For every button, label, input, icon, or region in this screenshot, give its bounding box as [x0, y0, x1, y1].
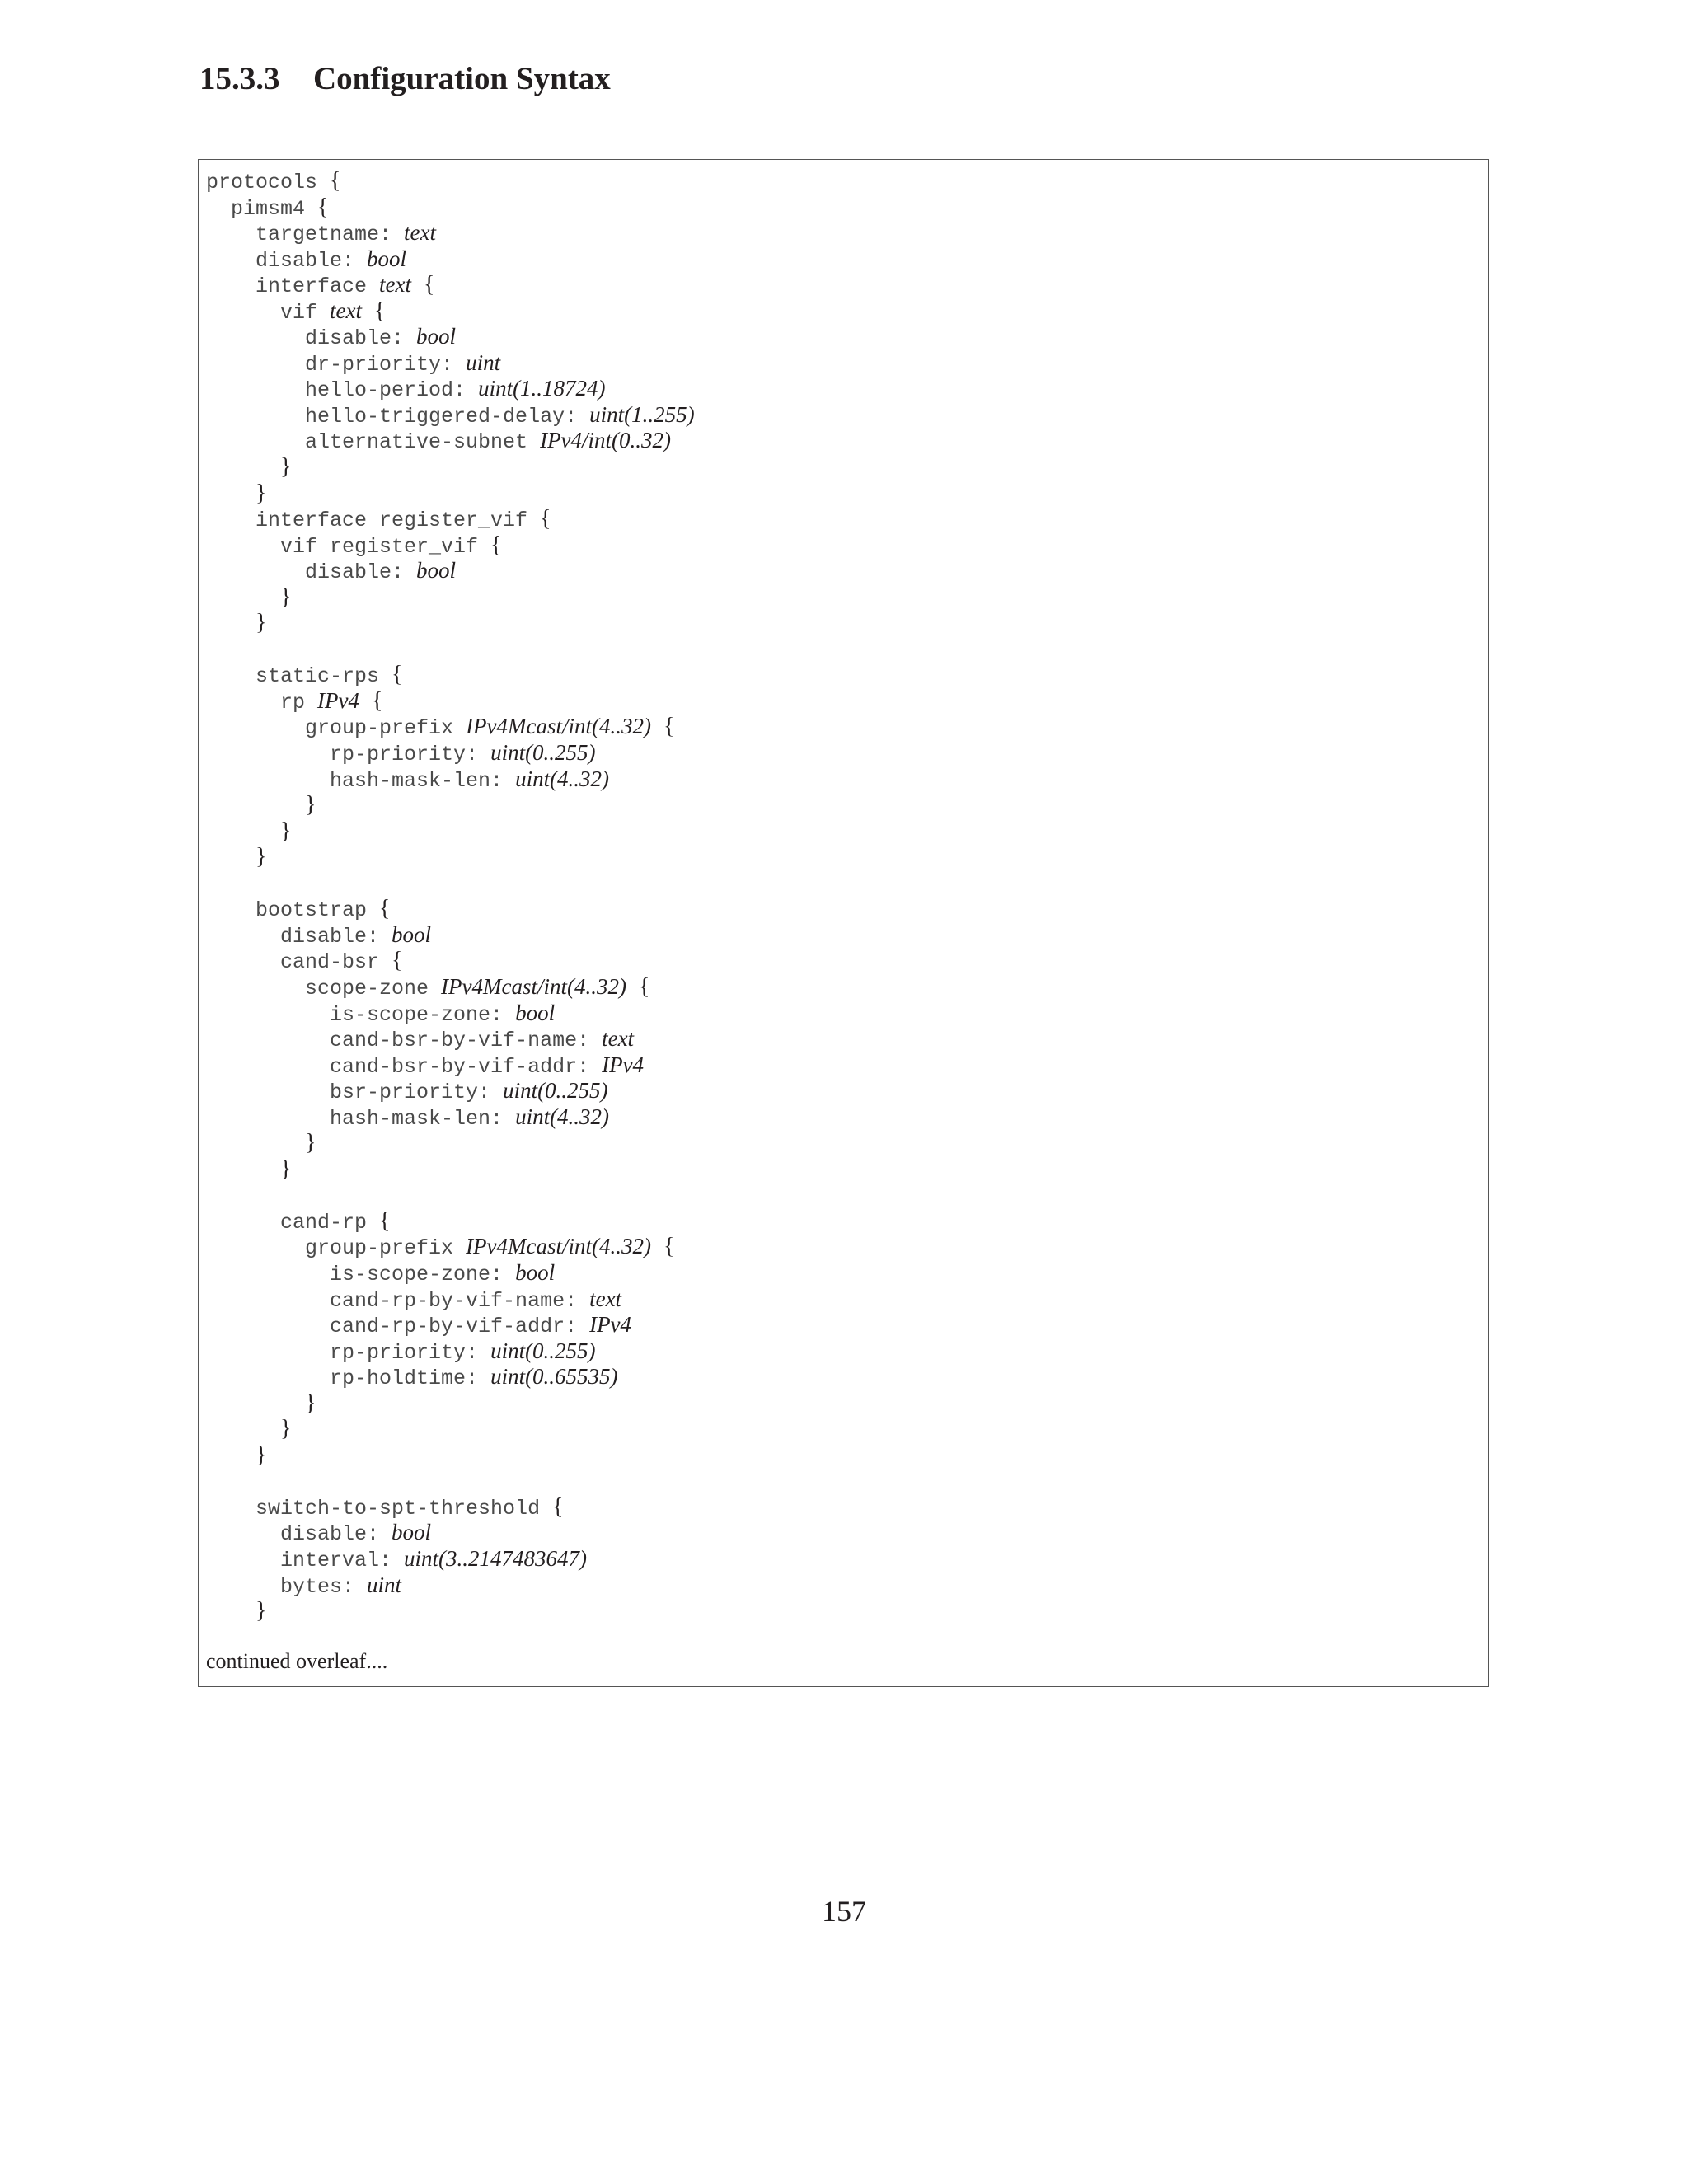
code-line	[206, 532, 1479, 559]
code-keyword: disable:	[206, 248, 368, 273]
code-keyword: hello-triggered-delay:	[206, 404, 590, 429]
code-line	[206, 1572, 1479, 1599]
code-type: bool	[367, 246, 407, 271]
code-keyword: vif register_vif	[206, 534, 491, 559]
code-line	[206, 740, 1479, 766]
code-keyword: interval:	[206, 1548, 405, 1572]
code-keyword: scope-zone	[206, 976, 442, 1001]
code-keyword	[626, 977, 639, 1001]
code-brace: {	[552, 1493, 564, 1520]
code-brace: {	[663, 1234, 675, 1260]
code-line	[206, 584, 1479, 611]
code-type: text	[589, 1286, 622, 1311]
code-line	[206, 428, 1479, 454]
code-keyword: cand-rp	[206, 1210, 380, 1235]
code-line	[206, 922, 1479, 949]
code-brace: }	[305, 1390, 316, 1416]
code-line	[206, 454, 1479, 480]
code-listing	[206, 168, 1479, 1624]
code-keyword: group-prefix	[206, 716, 467, 741]
section-title: Configuration Syntax	[313, 61, 611, 96]
code-type: IPv4	[317, 687, 359, 713]
code-keyword: rp	[206, 690, 318, 715]
code-line	[206, 246, 1479, 273]
code-keyword: bsr-priority:	[206, 1080, 504, 1105]
code-line	[206, 1260, 1479, 1286]
code-brace: }	[256, 1598, 267, 1624]
code-keyword: is-scope-zone:	[206, 1262, 516, 1286]
code-line	[206, 896, 1479, 922]
code-brace: {	[372, 687, 383, 714]
code-keyword	[206, 457, 280, 480]
code-brace: }	[256, 844, 267, 870]
code-keyword: disable:	[206, 1522, 392, 1547]
code-type: bool	[416, 324, 457, 349]
code-line	[206, 1312, 1479, 1338]
code-keyword: hash-mask-len:	[206, 1106, 516, 1131]
code-brace: }	[280, 818, 292, 844]
code-line	[206, 350, 1479, 377]
code-keyword	[206, 794, 305, 818]
code-blank-line	[206, 1468, 1479, 1494]
code-keyword: vif	[206, 300, 331, 325]
code-type: IPv4Mcast/int(4..32)	[466, 1234, 652, 1259]
code-keyword: cand-bsr-by-vif-name:	[206, 1029, 603, 1053]
code-line	[206, 818, 1479, 845]
code-keyword: cand-rp-by-vif-addr:	[206, 1315, 590, 1339]
code-keyword: group-prefix	[206, 1236, 467, 1261]
code-keyword	[651, 716, 663, 740]
code-brace: }	[280, 583, 292, 610]
code-keyword	[206, 1393, 305, 1417]
section-number: 15.3.3	[199, 61, 280, 96]
code-line	[206, 402, 1479, 429]
code-line	[206, 844, 1479, 870]
code-keyword	[359, 691, 372, 715]
code-type: uint(4..32)	[515, 1104, 610, 1129]
code-line	[206, 1026, 1479, 1052]
code-type: bool	[392, 921, 432, 947]
code-keyword: hash-mask-len:	[206, 768, 516, 793]
code-line	[206, 1390, 1479, 1417]
code-keyword: alternative-subnet	[206, 430, 541, 455]
code-line	[206, 1494, 1479, 1521]
code-type: uint(1..255)	[589, 401, 695, 427]
code-brace: }	[280, 1155, 292, 1182]
code-line	[206, 272, 1479, 298]
code-line	[206, 220, 1479, 246]
code-keyword: protocols	[206, 171, 331, 194]
code-brace: }	[256, 1441, 267, 1468]
page-number: 157	[822, 1895, 866, 1928]
code-type: IPv4Mcast/int(4..32)	[466, 714, 652, 739]
code-line	[206, 1442, 1479, 1469]
code-brace: {	[490, 532, 502, 558]
code-keyword: bytes:	[206, 1574, 368, 1599]
code-type: uint	[367, 1572, 402, 1597]
code-line	[206, 376, 1479, 402]
code-type: IPv4Mcast/int(4..32)	[441, 973, 626, 999]
code-brace: {	[663, 714, 675, 740]
code-brace: {	[374, 298, 386, 324]
section-heading	[199, 56, 611, 102]
code-type: text	[330, 298, 363, 323]
code-type: text	[602, 1026, 635, 1052]
code-keyword: interface register_vif	[206, 509, 541, 533]
code-type: uint	[466, 349, 501, 375]
continuation-note: continued overleaf....	[206, 1649, 388, 1673]
code-type: IPv4/int(0..32)	[540, 428, 672, 453]
code-line	[206, 1546, 1479, 1572]
code-keyword	[206, 1418, 280, 1442]
code-type: IPv4	[589, 1312, 632, 1338]
code-brace: {	[330, 168, 341, 194]
code-keyword: bootstrap	[206, 898, 380, 923]
code-type: text	[404, 220, 437, 246]
code-keyword	[206, 1159, 280, 1183]
code-line	[206, 298, 1479, 325]
code-type: bool	[392, 1520, 432, 1545]
code-line	[206, 1156, 1479, 1183]
code-line	[206, 1078, 1479, 1104]
code-keyword: rp-holdtime:	[206, 1366, 491, 1391]
code-keyword: static-rps	[206, 664, 392, 689]
code-brace: {	[379, 1207, 391, 1234]
code-line	[206, 1104, 1479, 1131]
code-line	[206, 1001, 1479, 1027]
code-type: uint(0..65535)	[490, 1364, 618, 1390]
code-line	[206, 610, 1479, 636]
code-blank-line	[206, 870, 1479, 897]
code-line	[206, 1416, 1479, 1442]
code-listing-box	[198, 159, 1489, 1687]
code-keyword	[206, 587, 280, 611]
code-keyword: hello-period:	[206, 378, 479, 403]
code-line	[206, 324, 1479, 350]
code-keyword: cand-bsr	[206, 950, 392, 975]
code-type: text	[379, 272, 412, 298]
code-brace: {	[639, 973, 650, 1000]
code-line	[206, 1338, 1479, 1365]
code-brace: }	[280, 1416, 292, 1442]
code-keyword: disable:	[206, 326, 417, 351]
code-brace: }	[305, 1130, 316, 1156]
code-keyword: pimsm4	[206, 196, 318, 221]
code-line	[206, 194, 1479, 221]
code-type: bool	[515, 1259, 556, 1285]
code-keyword	[206, 1601, 256, 1624]
code-type: uint(0..255)	[490, 1338, 596, 1363]
code-keyword: interface	[206, 274, 380, 299]
code-brace: {	[424, 272, 435, 298]
code-brace: {	[317, 194, 329, 220]
code-brace: }	[256, 610, 267, 636]
code-keyword: rp-priority:	[206, 743, 491, 767]
code-keyword	[362, 301, 374, 325]
code-line	[206, 1052, 1479, 1079]
code-line	[206, 1130, 1479, 1156]
code-line	[206, 792, 1479, 818]
code-keyword: is-scope-zone:	[206, 1002, 516, 1027]
code-line	[206, 688, 1479, 715]
code-keyword	[206, 821, 280, 845]
code-line	[206, 1364, 1479, 1390]
code-keyword	[206, 1132, 305, 1156]
code-brace: }	[280, 454, 292, 480]
code-brace: }	[256, 480, 267, 506]
code-type: IPv4	[602, 1052, 645, 1077]
code-line	[206, 714, 1479, 740]
code-line	[206, 1286, 1479, 1313]
code-brace: }	[305, 792, 316, 818]
code-keyword	[206, 483, 256, 507]
code-line	[206, 1208, 1479, 1235]
code-keyword: cand-bsr-by-vif-addr:	[206, 1054, 603, 1079]
code-keyword: cand-rp-by-vif-name:	[206, 1288, 590, 1313]
code-keyword: disable:	[206, 924, 392, 949]
code-type: uint(1..18724)	[478, 376, 606, 401]
code-blank-line	[206, 636, 1479, 663]
code-keyword	[206, 612, 256, 636]
code-keyword: disable:	[206, 560, 417, 585]
code-keyword	[651, 1236, 663, 1260]
code-line	[206, 948, 1479, 974]
code-keyword: switch-to-spt-threshold	[206, 1496, 553, 1521]
code-line	[206, 506, 1479, 532]
code-brace: {	[540, 506, 551, 532]
code-keyword	[206, 846, 256, 870]
code-keyword	[206, 1445, 256, 1469]
code-type: uint(0..255)	[490, 740, 596, 766]
code-line	[206, 1520, 1479, 1546]
code-line	[206, 168, 1479, 194]
code-brace: {	[379, 896, 391, 922]
code-type: uint(0..255)	[503, 1078, 608, 1104]
code-type: bool	[515, 1000, 556, 1025]
code-line	[206, 480, 1479, 507]
code-brace: {	[392, 948, 403, 974]
code-line	[206, 558, 1479, 584]
code-keyword: rp-priority:	[206, 1340, 491, 1365]
code-keyword: dr-priority:	[206, 352, 467, 377]
code-line	[206, 1598, 1479, 1624]
code-type: bool	[416, 558, 457, 583]
code-brace: {	[392, 662, 403, 688]
code-line	[206, 974, 1479, 1001]
code-line	[206, 662, 1479, 688]
code-type: uint(4..32)	[515, 766, 610, 791]
code-type: uint(3..2147483647)	[404, 1545, 588, 1571]
code-line	[206, 1234, 1479, 1260]
code-keyword	[411, 274, 424, 298]
code-keyword: targetname:	[206, 223, 405, 247]
code-line	[206, 766, 1479, 793]
code-blank-line	[206, 1182, 1479, 1208]
